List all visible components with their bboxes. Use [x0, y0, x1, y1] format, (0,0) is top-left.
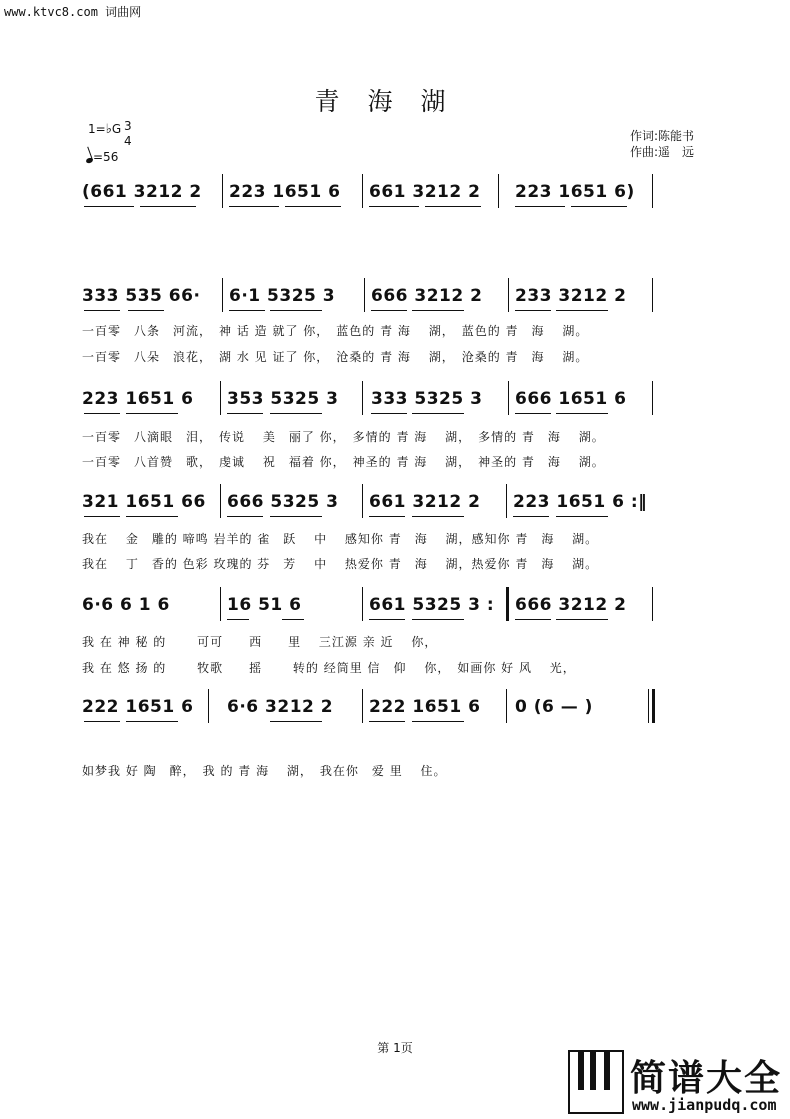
barline: [506, 484, 507, 518]
staff-line-2: [82, 286, 662, 320]
credits: [630, 128, 694, 160]
measure: 321 1651 66: [82, 492, 206, 512]
time-top: 3: [124, 119, 132, 133]
measure: 661 3212 2: [369, 182, 481, 202]
barline: [652, 587, 653, 621]
tempo-mark: [86, 150, 118, 164]
barline: [508, 381, 509, 415]
measure: 666 5325 3: [227, 492, 339, 512]
measure: 223 1651 6: [229, 182, 341, 202]
barline: [362, 381, 363, 415]
measure: 6·6 3212 2: [227, 697, 334, 717]
tempo-value: =56: [93, 150, 119, 164]
lyric-line: 如梦我 好 陶 醉， 我 的 青 海 湖， 我在你 爱 里 住。: [82, 764, 447, 778]
barline: [362, 174, 363, 208]
lyric-line: 我 在 神 秘 的 可可 西 里 三江源 亲 近 你，: [82, 635, 438, 649]
brand-name: 简谱大全: [630, 1058, 783, 1099]
measure: 353 5325 3: [227, 389, 339, 409]
measure: 6·6 6 1 6: [82, 595, 170, 615]
staff-line-1: [82, 182, 662, 216]
measure: 666 1651 6: [515, 389, 627, 409]
barline: [220, 381, 221, 415]
key-name: G: [111, 122, 122, 136]
time-signature: [124, 119, 132, 149]
barline: [364, 278, 365, 312]
measure: 222 1651 6: [369, 697, 481, 717]
barline: [362, 484, 363, 518]
brand-url: www.jianpudq.com: [632, 1096, 777, 1114]
song-title: 青 海 湖: [314, 87, 456, 116]
staff-line-3: [82, 389, 662, 423]
key-signature: [88, 119, 132, 148]
time-bottom: 4: [124, 134, 132, 148]
final-barline: [648, 689, 649, 723]
barline: [652, 174, 653, 208]
measure: 333 5325 3: [371, 389, 483, 409]
measure: 223 1651 6): [515, 182, 635, 202]
repeat-barline: [506, 587, 509, 621]
lyricist-credit: 作词:陈能书: [630, 129, 695, 143]
final-barline: [652, 689, 655, 723]
barline: [362, 587, 363, 621]
staff-line-5: [82, 595, 662, 629]
barline: [208, 689, 209, 723]
staff-line-4: [82, 492, 662, 526]
lyric-line: 我 在 悠 扬 的 牧歌 摇 转的 经筒里 信 仰 你， 如画你 好 风 光，: [82, 661, 576, 675]
lyric-line: 我在 丁 香的 色彩 玫瑰的 芬 芳 中 热爱你 青 海 湖，热爱你 青 海 湖。: [82, 557, 599, 571]
measure: 0 (6 — ): [515, 697, 593, 717]
composer-credit: 作曲:遥 远: [630, 145, 695, 159]
measure: 223 1651 6 :‖: [513, 492, 648, 512]
measure: 333 535 66·: [82, 286, 201, 306]
barline: [506, 689, 507, 723]
lyric-line: 一百零 八朵 浪花， 湖 水 见 证了 你， 沧桑的 青 海 湖， 沧桑的 青 海 湖。: [82, 350, 589, 364]
measure: 6·1 5325 3: [229, 286, 336, 306]
barline: [222, 174, 223, 208]
flat-sign: ♭: [105, 122, 112, 137]
lyric-line: 一百零 八条 河流， 神 话 造 就了 你， 蓝色的 青 海 湖， 蓝色的 青 海 湖。: [82, 324, 589, 338]
lyric-line: 一百零 八滴眼 泪， 传说 美 丽了 你， 多情的 青 海 湖， 多情的 青 海 湖。: [82, 430, 605, 444]
barline: [498, 174, 499, 208]
barline: [652, 381, 653, 415]
measure: 16 51 6: [227, 595, 302, 615]
lyric-line: 一百零 八首赞 歌， 虔诚 祝 福着 你， 神圣的 青 海 湖， 神圣的 青 海 湖。: [82, 455, 605, 469]
lyric-line: 我在 金 雕的 啼鸣 岩羊的 雀 跃 中 感知你 青 海 湖，感知你 青 海 湖。: [82, 532, 599, 546]
site-watermark: www.ktvc8.com 词曲网: [4, 5, 142, 19]
measure: 233 3212 2: [515, 286, 627, 306]
brand-logo: [568, 1050, 790, 1119]
key-prefix: 1=: [88, 122, 106, 136]
barline: [220, 484, 221, 518]
measure: 666 3212 2: [371, 286, 483, 306]
measure: (661 3212 2: [82, 182, 202, 202]
measure: 661 3212 2: [369, 492, 481, 512]
page-number: 第 1页: [377, 1041, 413, 1055]
piano-keys-icon: [568, 1050, 624, 1114]
measure: 666 3212 2: [515, 595, 627, 615]
barline: [362, 689, 363, 723]
measure: 661 5325 3 :: [369, 595, 495, 615]
measure: 222 1651 6: [82, 697, 194, 717]
barline: [222, 278, 223, 312]
barline: [508, 278, 509, 312]
staff-line-6: [82, 697, 662, 731]
barline: [220, 587, 221, 621]
measure: 223 1651 6: [82, 389, 194, 409]
barline: [652, 278, 653, 312]
